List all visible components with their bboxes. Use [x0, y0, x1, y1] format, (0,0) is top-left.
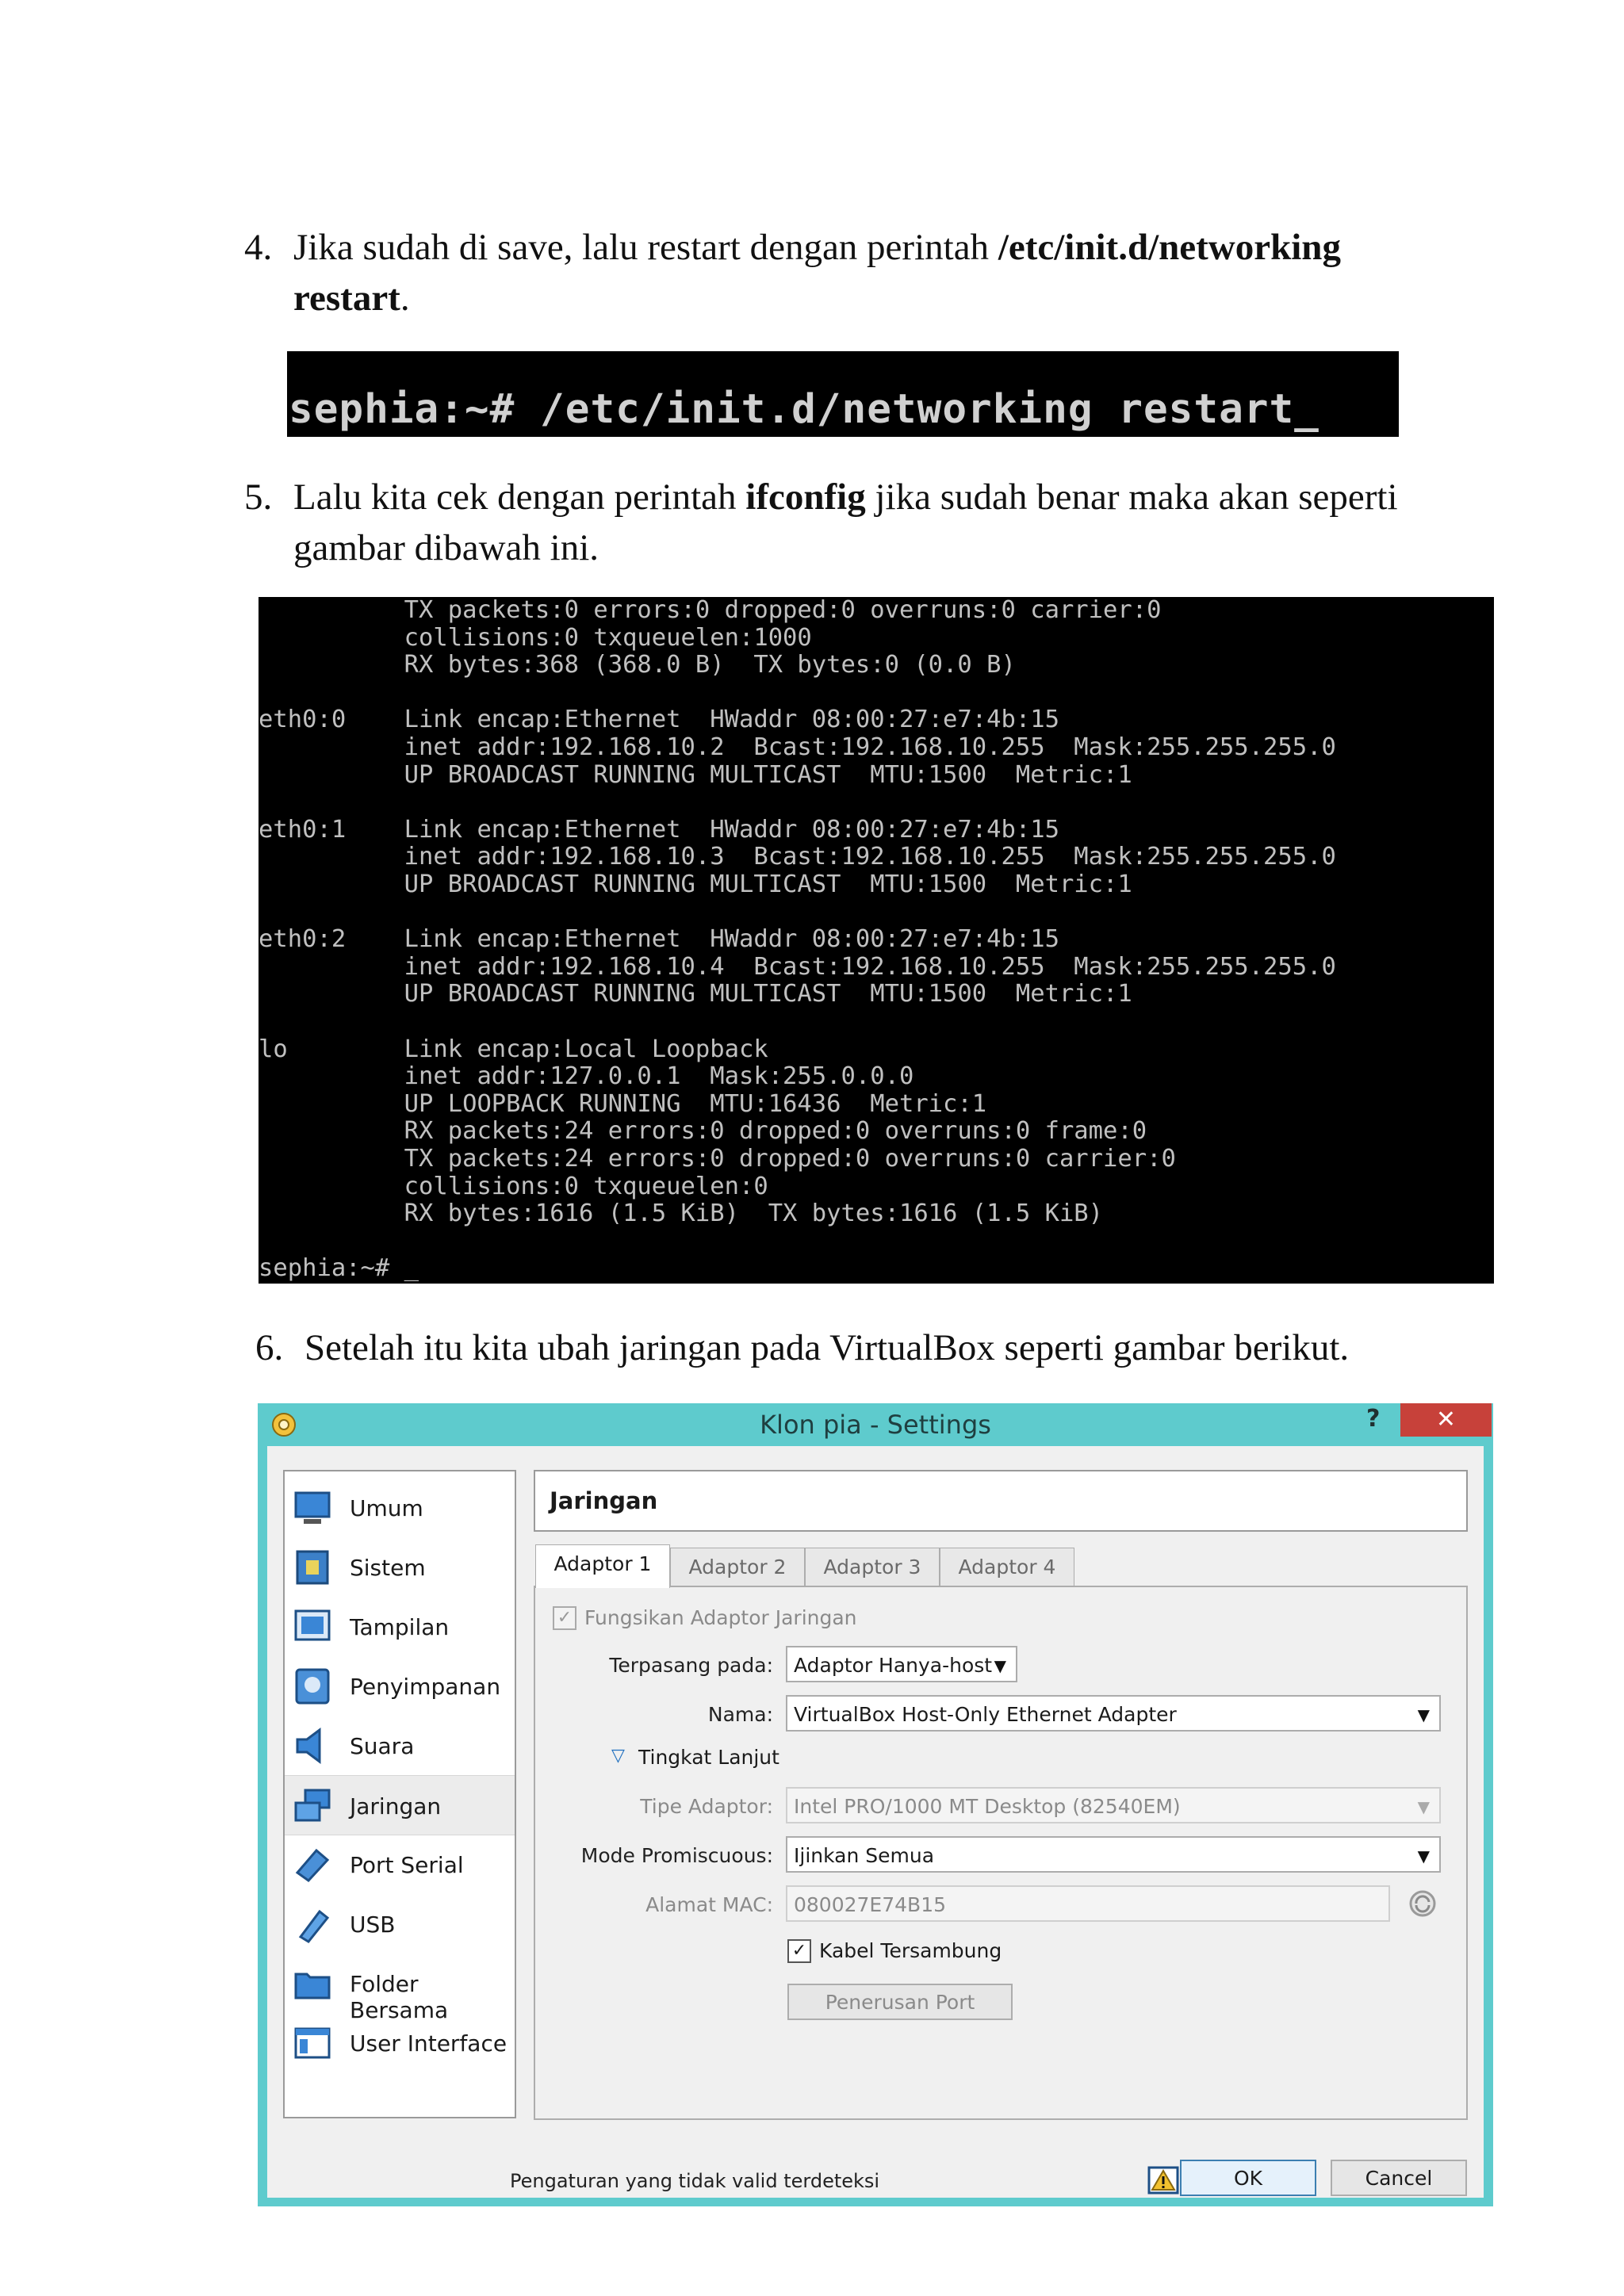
sidebar-item-label: Port Serial: [350, 1852, 464, 1878]
terminal-line: RX bytes:1616 (1.5 KiB) TX bytes:1616 (1.5 KiB): [259, 1200, 1104, 1228]
terminal-line: eth0:0 Link encap:Ethernet HWaddr 08:00:27:e7:4b:15: [259, 706, 1059, 734]
step-text: Setelah itu kita ubah jaringan pada VirtualBox seperti gambar berikut.: [304, 1327, 1350, 1368]
chevron-down-icon: ▼: [1417, 1846, 1430, 1866]
terminal-line: UP BROADCAST RUNNING MULTICAST MTU:1500 Metric:1: [259, 871, 1132, 898]
invalid-settings-message: Pengaturan yang tidak valid terdeteksi: [510, 2170, 880, 2192]
step-text: Jika sudah di save, lalu restart dengan perintah: [293, 227, 998, 268]
attached-value: Adaptor Hanya-host: [794, 1654, 993, 1677]
terminal-screenshot-restart: [287, 351, 1399, 437]
sidebar-item-sistem[interactable]: [285, 1537, 515, 1596]
terminal-line: inet addr:127.0.0.1 Mask:255.0.0.0: [259, 1062, 914, 1091]
sidebar-item-label: Suara: [350, 1733, 415, 1759]
adapter-type-select[interactable]: [786, 1787, 1441, 1823]
expand-triangle-icon[interactable]: ▽: [611, 1746, 625, 1766]
dialog-body: [267, 1446, 1484, 2198]
disk-icon: [293, 1667, 332, 1705]
promisc-select[interactable]: [786, 1836, 1441, 1873]
terminal-line: UP BROADCAST RUNNING MULTICAST MTU:1500 Metric:1: [259, 980, 1132, 1008]
tab-adaptor-4[interactable]: Adaptor 4: [940, 1548, 1074, 1586]
name-value: VirtualBox Host-Only Ethernet Adapter: [794, 1703, 1177, 1726]
cable-connected-checkbox[interactable]: ✓: [787, 1939, 811, 1963]
port-forwarding-button[interactable]: Penerusan Port: [787, 1984, 1013, 2020]
settings-dialog: [258, 1403, 1493, 2206]
display-icon: [293, 1608, 332, 1646]
folder-icon: [293, 1965, 332, 2003]
terminal-line: eth0:1 Link encap:Ethernet HWaddr 08:00:27:e7:4b:15: [259, 815, 1059, 844]
sidebar-item-label: Penyimpanan: [350, 1674, 501, 1700]
enable-adapter-label: Fungsikan Adaptor Jaringan: [584, 1606, 857, 1629]
terminal-line: TX packets:0 errors:0 dropped:0 overruns:0 carrier:0: [259, 597, 1162, 624]
sidebar-item-port-serial[interactable]: [285, 1835, 515, 1893]
section-title: Jaringan: [550, 1487, 658, 1514]
terminal-line: collisions:0 txqueuelen:1000: [259, 623, 812, 652]
terminal-line: inet addr:192.168.10.4 Bcast:192.168.10.255 Mask:255.255.255.0: [259, 952, 1336, 981]
mac-input[interactable]: [786, 1885, 1390, 1922]
dialog-title: Klon pia - Settings: [760, 1410, 991, 1440]
attached-select[interactable]: [786, 1646, 1017, 1682]
terminal-line: UP BROADCAST RUNNING MULTICAST MTU:1500 Metric:1: [259, 760, 1132, 789]
advanced-toggle[interactable]: Tingkat Lanjut: [638, 1746, 779, 1769]
promisc-value: Ijinkan Semua: [794, 1844, 935, 1867]
terminal-command: sephia:~# /etc/init.d/networking restart_: [289, 386, 1320, 433]
command-text: ifconfig: [745, 476, 866, 518]
ok-button[interactable]: OK: [1180, 2160, 1316, 2196]
terminal-line: collisions:0 txqueuelen:0: [259, 1172, 768, 1200]
mac-value: 080027E74B15: [794, 1893, 947, 1916]
promisc-label: Mode Promiscuous:: [580, 1844, 773, 1867]
terminal-screenshot-ifconfig: [259, 597, 1494, 1284]
sidebar-item-label: Tampilan: [350, 1614, 450, 1640]
terminal-line: inet addr:192.168.10.2 Bcast:192.168.10.255 Mask:255.255.255.0: [259, 733, 1336, 761]
sidebar-item-label: Folder Bersama: [350, 1971, 449, 2023]
close-button[interactable]: ✕: [1400, 1403, 1492, 1437]
adapter-type-value: Intel PRO/1000 MT Desktop (82540EM): [794, 1795, 1181, 1818]
enable-adapter-checkbox[interactable]: ✓: [553, 1606, 576, 1630]
name-label: Nama:: [707, 1703, 773, 1726]
adapter-type-label: Tipe Adaptor:: [640, 1795, 773, 1818]
terminal-line: UP LOOPBACK RUNNING MTU:16436 Metric:1: [259, 1089, 987, 1118]
sidebar-item-usb[interactable]: [285, 1894, 515, 1953]
sidebar-item-label: Umum: [350, 1495, 423, 1521]
network-icon: [293, 1787, 332, 1825]
mac-label: Alamat MAC:: [645, 1893, 773, 1916]
adapter-panel: [534, 1586, 1468, 2120]
attached-label: Terpasang pada:: [609, 1654, 773, 1677]
step-number: 6.: [255, 1327, 284, 1368]
sidebar-item-tampilan[interactable]: [285, 1597, 515, 1655]
step-number: 5.: [244, 476, 273, 518]
terminal-line: sephia:~# _: [259, 1254, 419, 1283]
command-text: restart: [293, 277, 400, 319]
sidebar-item-user-interface[interactable]: [285, 2013, 515, 2072]
chip-icon: [293, 1548, 332, 1586]
settings-sidebar: [283, 1470, 516, 2118]
sidebar-item-label: Sistem: [350, 1555, 426, 1581]
section-header: [534, 1470, 1468, 1532]
window-icon: [293, 2024, 332, 2062]
refresh-mac-icon[interactable]: [1408, 1888, 1438, 1919]
command-text: /etc/init.d/networking: [998, 227, 1341, 268]
terminal-line: RX bytes:368 (368.0 B) TX bytes:0 (0.0 B): [259, 651, 1016, 679]
sidebar-item-folder-bersama[interactable]: [285, 1954, 515, 2023]
step-number: 4.: [244, 227, 273, 268]
tab-adaptor-3[interactable]: Adaptor 3: [805, 1548, 940, 1586]
chevron-down-icon: ▼: [994, 1656, 1006, 1675]
tab-adaptor-2[interactable]: Adaptor 2: [670, 1548, 805, 1586]
terminal-line: lo Link encap:Local Loopback: [259, 1035, 768, 1063]
cable-connected-label: Kabel Tersambung: [819, 1939, 1002, 1962]
usb-icon: [293, 1905, 332, 1943]
step-text: gambar dibawah ini.: [293, 527, 599, 568]
step-text: jika sudah benar maka akan seperti: [865, 476, 1398, 518]
terminal-line: TX packets:24 errors:0 dropped:0 overruns:0 carrier:0: [259, 1145, 1176, 1173]
serial-port-icon: [293, 1846, 332, 1884]
chevron-down-icon: ▼: [1417, 1797, 1430, 1816]
speaker-icon: [293, 1727, 332, 1765]
cancel-button[interactable]: Cancel: [1331, 2160, 1467, 2196]
sidebar-item-label: USB: [350, 1911, 396, 1938]
sidebar-item-label: Jaringan: [350, 1793, 442, 1820]
help-button[interactable]: ?: [1366, 1405, 1381, 1433]
terminal-line: RX packets:24 errors:0 dropped:0 overruns:0 frame:0: [259, 1117, 1147, 1146]
sidebar-item-suara[interactable]: [285, 1716, 515, 1774]
sidebar-item-umum[interactable]: [285, 1478, 515, 1536]
name-select[interactable]: [786, 1695, 1441, 1732]
chevron-down-icon: ▼: [1417, 1705, 1430, 1724]
sidebar-item-penyimpanan[interactable]: [285, 1656, 515, 1715]
sidebar-item-jaringan[interactable]: [285, 1775, 515, 1835]
step-text: Lalu kita cek dengan perintah: [293, 476, 746, 518]
terminal-line: eth0:2 Link encap:Ethernet HWaddr 08:00:27:e7:4b:15: [259, 925, 1059, 954]
sidebar-item-label: User Interface: [350, 2030, 508, 2057]
terminal-line: inet addr:192.168.10.3 Bcast:192.168.10.255 Mask:255.255.255.0: [259, 843, 1336, 871]
warning-icon[interactable]: [1147, 2166, 1179, 2195]
tab-adaptor-1[interactable]: Adaptor 1: [535, 1544, 670, 1588]
monitor-icon: [293, 1489, 332, 1527]
step-text: .: [400, 277, 410, 319]
